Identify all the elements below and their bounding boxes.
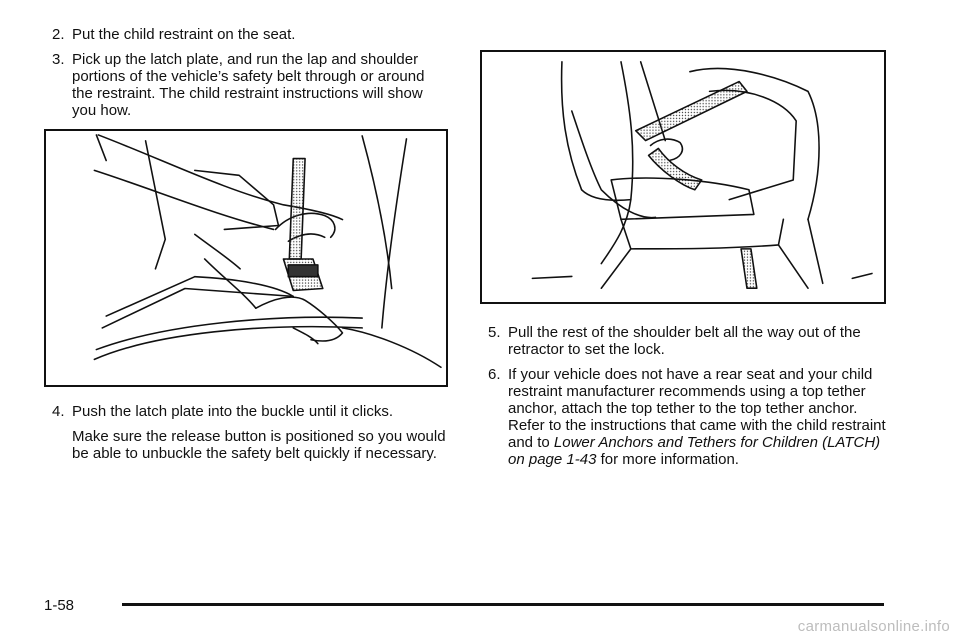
step-number: 6. [488, 366, 501, 383]
page-footer [44, 595, 886, 615]
step-number: 2. [52, 26, 65, 43]
step-number: 5. [488, 324, 501, 341]
step-number: 4. [52, 403, 65, 420]
step-2 [44, 26, 448, 43]
step-text: Put the child restraint on the seat. [72, 26, 296, 43]
shoulder-belt-drawing [482, 52, 884, 302]
step-text: If your vehicle does not have a rear seat and your child restraint manufacturer recommends using a top tether anchor, attach the top tether to the top tether anchor. Refer to the instructions that came with the child restraint and to [508, 366, 886, 451]
shoulder-belt-illustration [480, 50, 886, 304]
step-3 [44, 51, 448, 119]
step-6 [480, 366, 886, 468]
latch-plate-illustration [44, 129, 448, 387]
right-column [480, 50, 886, 476]
step-text-end: for more information. [600, 451, 739, 468]
step-text: Pick up the latch plate, and run the lap and shoulder portions of the vehicle’s safety belt through or around the restraint. The child restraint instructions will show you how. [72, 51, 425, 119]
left-column [44, 26, 448, 462]
step-4-note: Make sure the release button is positioned so you would be able to unbuckle the safety belt quickly if necessary. [72, 428, 446, 462]
step-4 [44, 403, 448, 420]
step-text: Pull the rest of the shoulder belt all the way out of the retractor to set the lock. [508, 324, 861, 358]
page-number: 1-58 [44, 597, 75, 614]
step-number: 3. [52, 51, 65, 68]
footer-rule [122, 603, 884, 606]
watermark: carmanualsonline.info [797, 618, 950, 635]
latch-plate-drawing [46, 131, 446, 385]
step-5 [480, 324, 886, 358]
latch-section-reference[interactable]: Lower Anchors and Tethers for Children (LATCH) on page 1-43 [508, 434, 881, 468]
step-text: Push the latch plate into the buckle until it clicks. [72, 403, 394, 420]
